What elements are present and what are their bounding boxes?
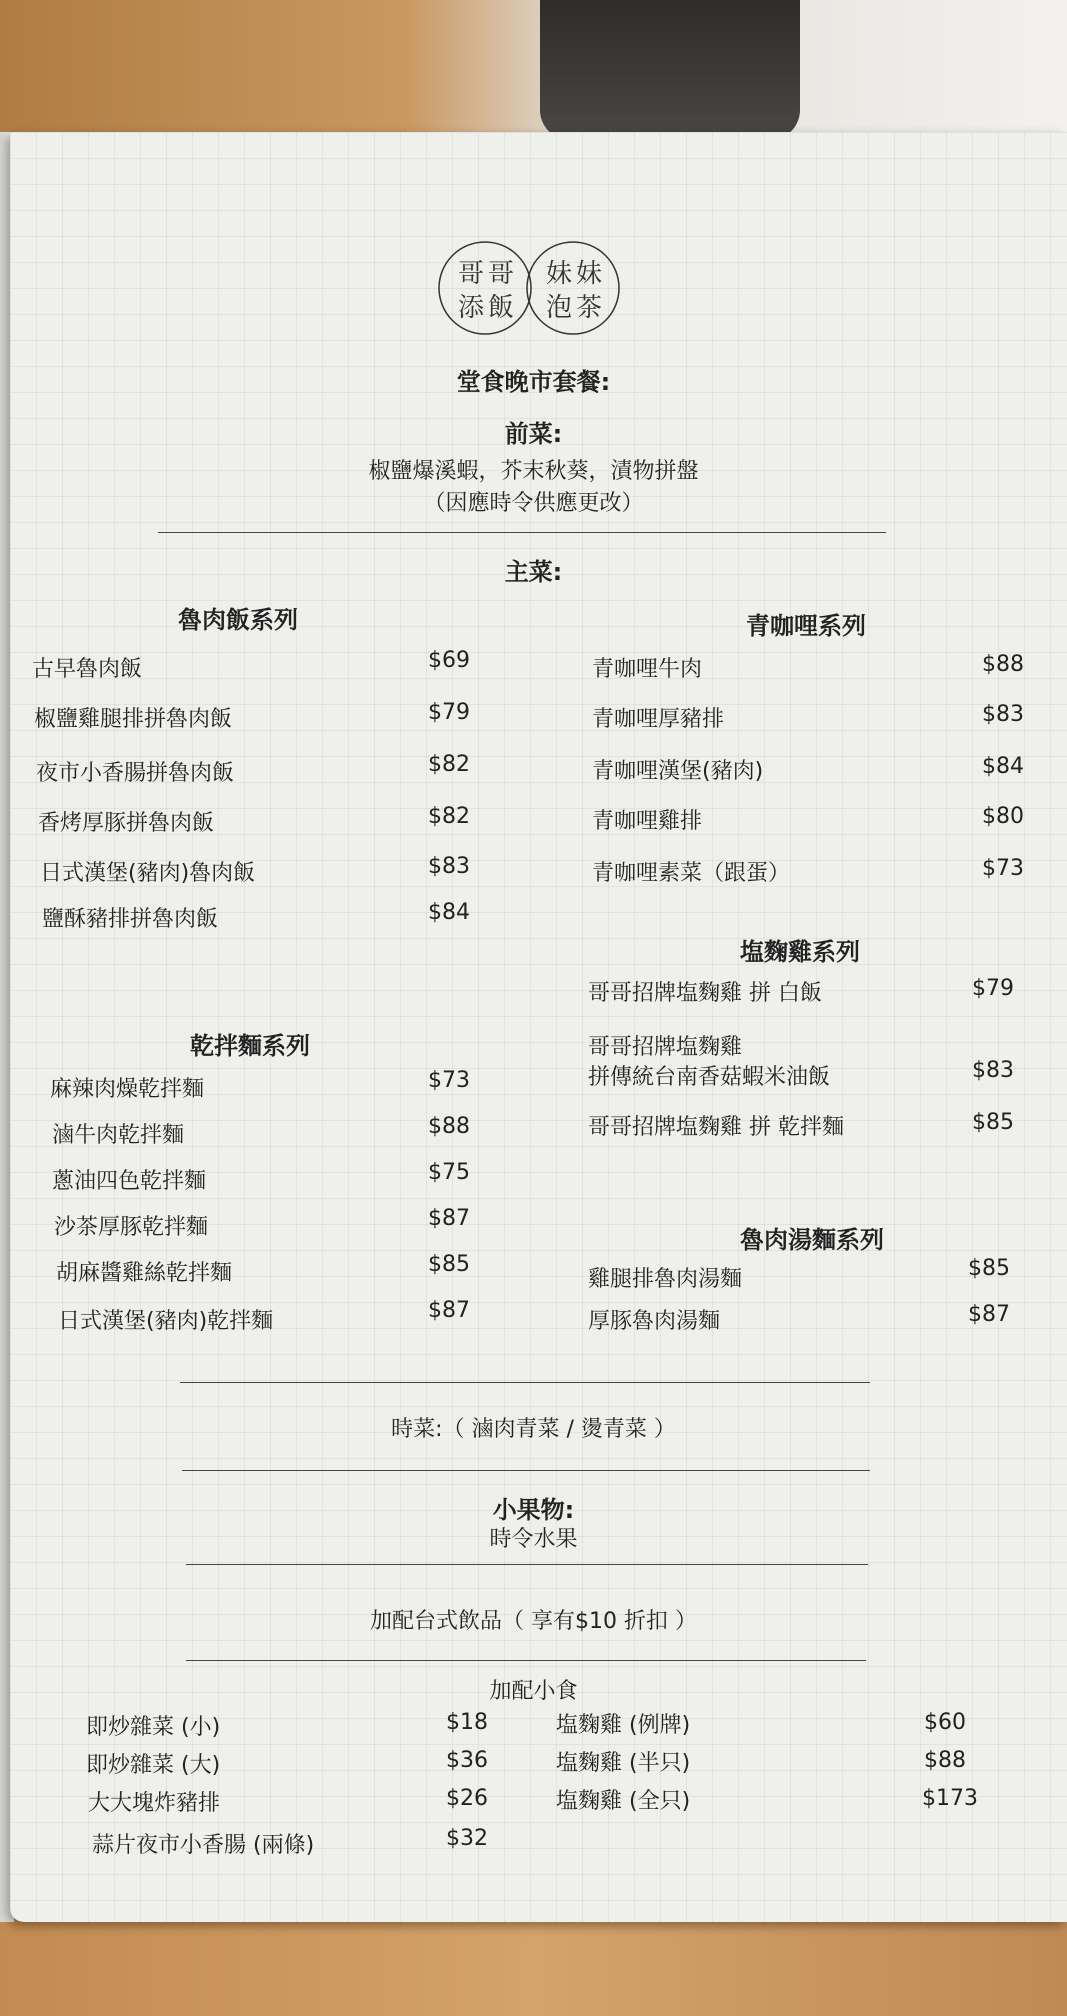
list-item-name: 鹽酥豬排拼魯肉飯 (42, 907, 219, 932)
list-item-price: $83 (982, 702, 1024, 727)
list-item-name: 青咖哩厚豬排 (592, 707, 725, 732)
salt-koji-series-title: 塩麴雞系列 (740, 938, 860, 966)
logo-right-char-2: 妹 (575, 259, 603, 289)
list-item-price: $85 (972, 1110, 1014, 1135)
list-item-price: $82 (428, 752, 470, 777)
list-item-price: $26 (446, 1786, 488, 1811)
list-item-price: $85 (968, 1256, 1010, 1281)
list-item-name: 青咖哩漢堡(豬肉) (592, 759, 764, 784)
list-item-name: 蒜片夜市小香腸 (兩條) (92, 1833, 315, 1858)
list-item-price: $87 (428, 1206, 470, 1231)
list-item-name: 哥哥招牌塩麴雞 (588, 1035, 743, 1060)
list-item-name: 椒鹽雞腿排拼魯肉飯 (34, 707, 233, 732)
main-course-label: 主菜: (504, 558, 563, 586)
list-item-name: 香烤厚豚拼魯肉飯 (38, 811, 215, 836)
list-item-price: $36 (446, 1748, 488, 1773)
list-item-name: 夜市小香腸拼魯肉飯 (36, 761, 235, 786)
list-item-name: 胡麻醬雞絲乾拌麵 (56, 1261, 233, 1286)
list-item-price: $173 (922, 1786, 978, 1811)
list-item-name: 滷牛肉乾拌麵 (52, 1123, 185, 1148)
list-item-name: 塩麴雞 (例牌) (556, 1713, 691, 1738)
list-item-price: $80 (982, 804, 1024, 829)
list-item-name: 日式漢堡(豬肉)乾拌麵 (58, 1309, 274, 1334)
list-item-price: $73 (982, 856, 1024, 881)
list-item-name: 大大塊炸豬排 (88, 1791, 221, 1816)
list-item-name: 麻辣肉燥乾拌麵 (50, 1077, 205, 1102)
list-item-price: $79 (428, 700, 470, 725)
list-item-name: 哥哥招牌塩麴雞 拼 白飯 (588, 981, 822, 1006)
starter-label: 前菜: (504, 420, 563, 448)
logo-circles (435, 238, 625, 338)
list-item-price: $88 (982, 652, 1024, 677)
list-item-name: 塩麴雞 (半只) (556, 1751, 691, 1776)
snacks-label: 加配小食 (489, 1679, 578, 1704)
list-item-price: $69 (428, 648, 470, 673)
list-item-name: 青咖哩牛肉 (592, 657, 703, 682)
list-item-name: 雞腿排魯肉湯麵 (588, 1267, 743, 1292)
list-item-price: $18 (446, 1710, 488, 1735)
soup-noodle-series-title: 魯肉湯麵系列 (740, 1226, 884, 1254)
logo-right-char-3: 泡 (545, 293, 573, 323)
divider (158, 532, 886, 533)
logo-left-char-4: 飯 (487, 293, 515, 323)
starter-note: （因應時令供應更改） (423, 491, 644, 516)
list-item-name: 沙茶厚豚乾拌麵 (54, 1215, 209, 1240)
logo-left-char-1: 哥 (457, 259, 485, 289)
list-item-name: 塩麴雞 (全只) (556, 1789, 691, 1814)
list-item-price: $83 (428, 854, 470, 879)
list-item-price: $87 (428, 1298, 470, 1323)
list-item-price: $88 (924, 1748, 966, 1773)
list-item-name: 即炒雜菜 (小) (86, 1715, 221, 1740)
divider (180, 1382, 870, 1383)
lurou-series-title: 魯肉飯系列 (178, 606, 298, 634)
list-item-price: $87 (968, 1302, 1010, 1327)
list-item-price: $85 (428, 1252, 470, 1277)
logo-left-char-3: 添 (457, 293, 485, 323)
list-item-price: $88 (428, 1114, 470, 1139)
fruit-item: 時令水果 (489, 1527, 578, 1552)
divider (182, 1470, 870, 1471)
menu-title: 堂食晚市套餐: (456, 368, 611, 396)
divider (186, 1660, 866, 1661)
table-background-top (0, 0, 1067, 150)
list-item-price: $75 (428, 1160, 470, 1185)
list-item-name: 日式漢堡(豬肉)魯肉飯 (40, 861, 256, 886)
logo-right-char-4: 茶 (575, 293, 603, 323)
menu-sheet (10, 132, 1067, 1922)
list-item-price: $82 (428, 804, 470, 829)
list-item-name: 古早魯肉飯 (32, 657, 143, 682)
starter-items: 椒鹽爆溪蝦，芥末秋葵，漬物拼盤 (368, 459, 699, 484)
chair-background (540, 0, 800, 140)
list-item-name: 即炒雜菜 (大) (86, 1753, 221, 1778)
list-item-price: $84 (982, 754, 1024, 779)
dry-noodle-series-title: 乾拌麵系列 (190, 1032, 310, 1060)
fruit-label: 小果物: (492, 1496, 575, 1524)
logo-right-char-1: 妹 (545, 259, 573, 289)
restaurant-logo (435, 238, 625, 338)
list-item-price: $79 (972, 976, 1014, 1001)
list-item-name: 哥哥招牌塩麴雞 拼 乾拌麵 (588, 1115, 844, 1140)
list-item-price: $73 (428, 1068, 470, 1093)
list-item-name: 蔥油四色乾拌麵 (52, 1169, 207, 1194)
list-item-name: 青咖哩雞排 (592, 809, 703, 834)
vegetable-line: 時菜:（ 滷肉青菜 / 燙青菜 ） (391, 1417, 676, 1442)
list-item-price: $84 (428, 900, 470, 925)
list-item-price: $60 (924, 1710, 966, 1735)
list-item-name: 青咖哩素菜（跟蛋） (592, 861, 791, 886)
green-curry-series-title: 青咖哩系列 (746, 612, 866, 640)
divider (186, 1564, 868, 1565)
list-item-name: 厚豚魯肉湯麵 (588, 1309, 721, 1334)
list-item-price: $32 (446, 1826, 488, 1851)
list-item-name-line2: 拼傳統台南香菇蝦米油飯 (588, 1065, 831, 1090)
logo-left-char-2: 哥 (487, 259, 515, 289)
list-item-price: $83 (972, 1058, 1014, 1083)
drinks-line: 加配台式飲品（ 享有$10 折扣 ） (370, 1609, 697, 1634)
